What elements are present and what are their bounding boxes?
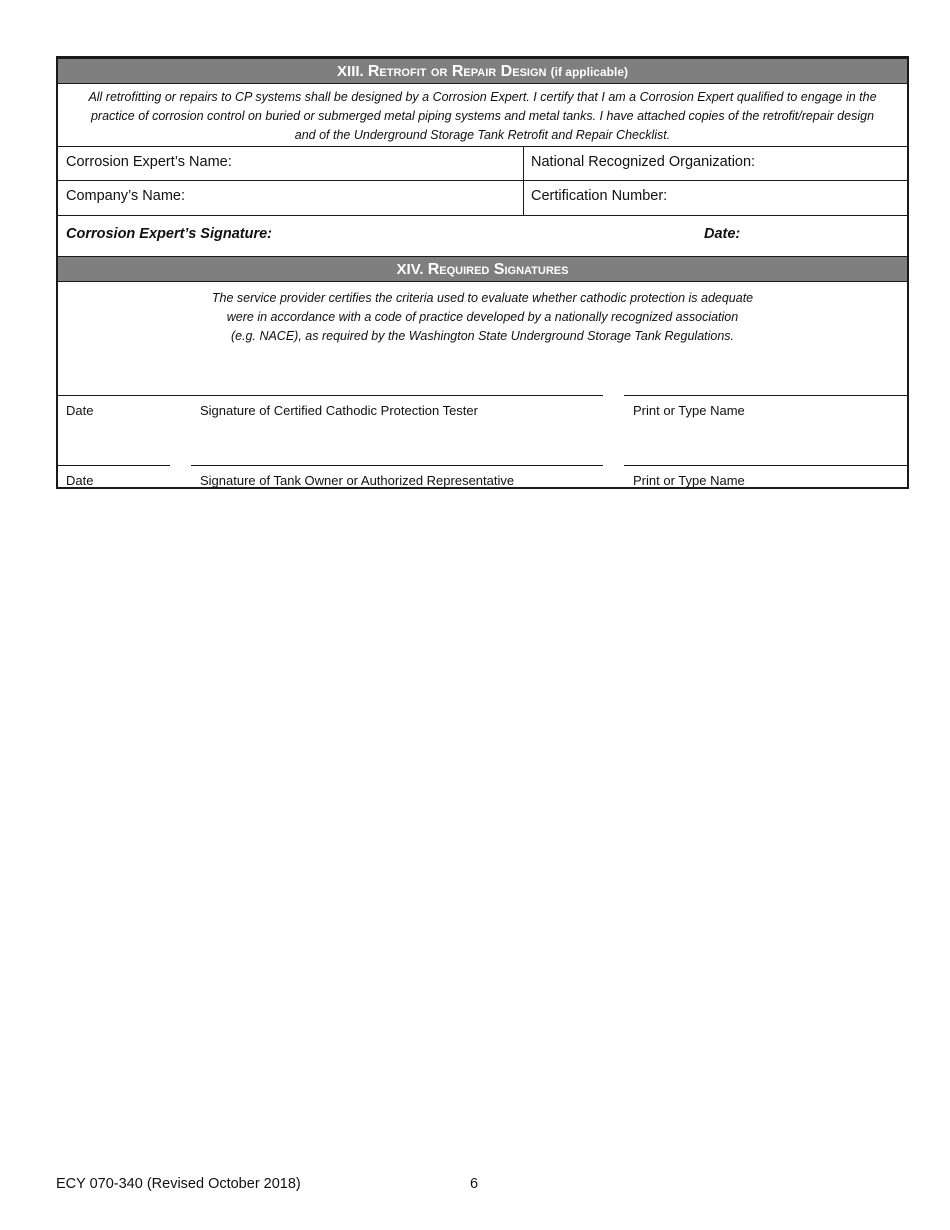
page-number: 6 <box>470 1176 479 1192</box>
section-14-title: Required Signatures <box>427 261 569 278</box>
section-13-title: Retrofit or Repair Design <box>367 63 547 80</box>
organization-label: National Recognized Organization: <box>531 154 756 170</box>
form-frame <box>56 56 909 489</box>
divider <box>58 180 907 181</box>
tester-name-line <box>624 395 909 396</box>
tester-signature-label: Signature of Certified Cathodic Protection Tester <box>200 403 478 418</box>
tester-signature-line <box>58 395 603 396</box>
section-13-certification: All retrofitting or repairs to CP systems shall be designed by a Corrosion Expert. I certify that I am a Corrosion Expert qualified to engage in the practice of corrosion control on buried or submerged metal piping systems and metal tanks. I have attached copies of the retrofit/repair design and of the Underground Storage Tank Retrofit and Repair Checklist. <box>88 90 877 142</box>
owner-date-line <box>58 465 170 466</box>
owner-name-label: Print or Type Name <box>633 473 745 488</box>
section-13-qualifier: (if applicable) <box>550 65 628 79</box>
section-13-number: XIII. <box>337 63 364 80</box>
company-name-label: Company’s Name: <box>66 188 186 204</box>
expert-signature-label: Corrosion Expert’s Signature: <box>66 226 272 242</box>
expert-name-label: Corrosion Expert’s Name: <box>66 154 232 170</box>
certification-number-label: Certification Number: <box>531 188 668 204</box>
tester-date-label: Date <box>66 403 94 418</box>
owner-signature-line <box>191 465 603 466</box>
section-13-header <box>58 58 907 84</box>
section-14-number: XIV. <box>396 261 424 278</box>
owner-signature-label: Signature of Tank Owner or Authorized Representative <box>200 473 515 488</box>
expert-date-label: Date: <box>704 226 741 242</box>
form-id: ECY 070-340 (Revised October 2018) <box>56 1176 301 1192</box>
section-14-header <box>58 256 907 282</box>
section-14-certification-line-3: (e.g. NACE), as required by the Washington State Underground Storage Tank Regulations. <box>230 329 735 343</box>
tester-name-label: Print or Type Name <box>633 403 745 418</box>
owner-date-label: Date <box>66 473 94 488</box>
section-14-certification-line-2: were in accordance with a code of practice developed by a nationally recognized association <box>226 310 739 324</box>
owner-name-line <box>624 465 909 466</box>
section-14-certification-line-1: The service provider certifies the criteria used to evaluate whether cathodic protection is adequate <box>211 291 754 305</box>
divider <box>58 215 907 216</box>
divider <box>58 146 907 147</box>
